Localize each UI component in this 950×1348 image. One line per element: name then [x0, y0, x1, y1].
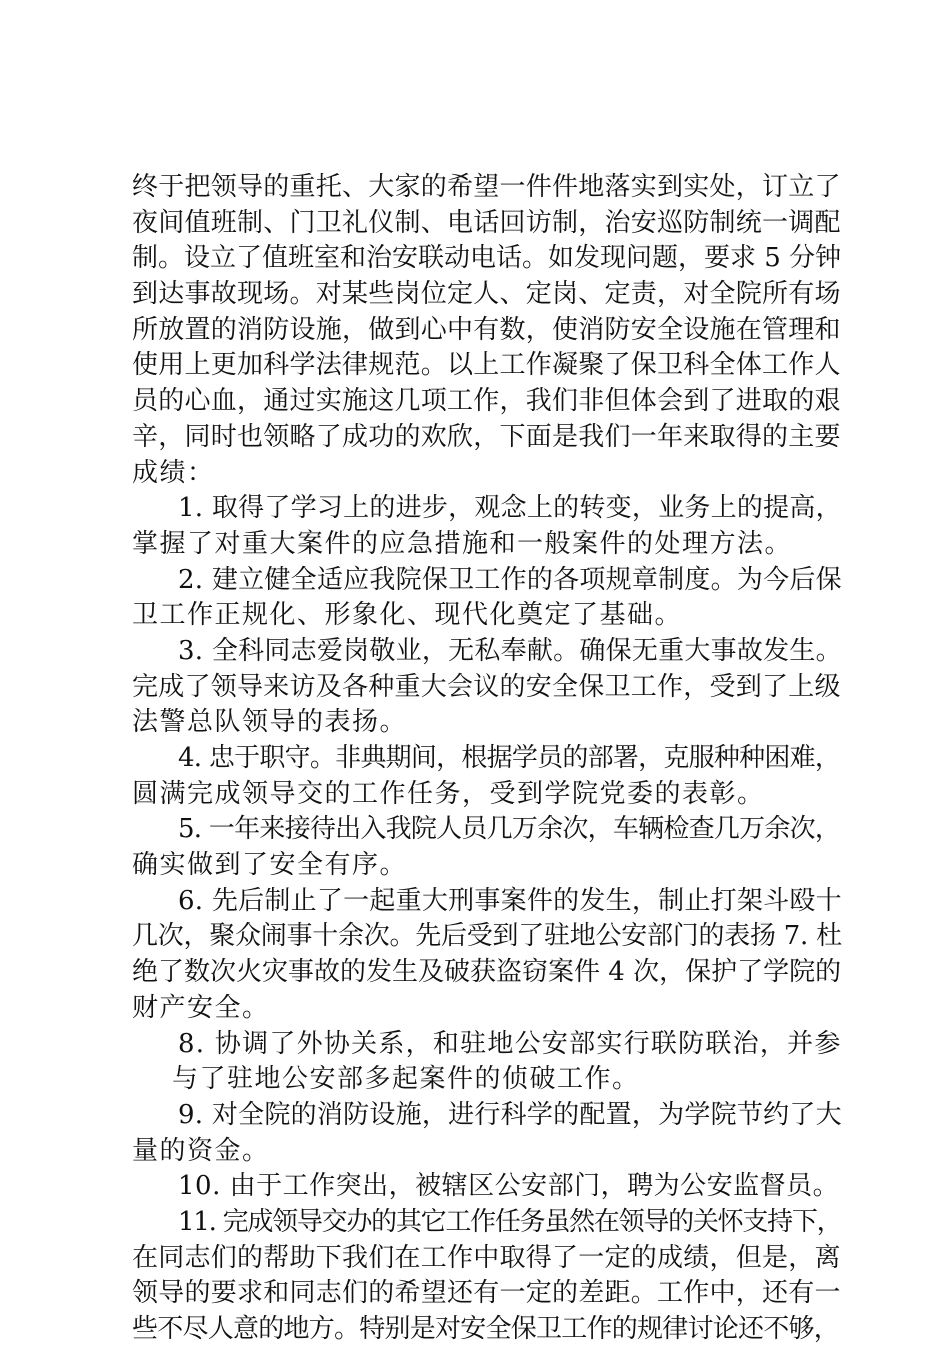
- list-item-4: 4. 忠于职守。非典期间，根据学员的部署，克服种种困难，: [178, 743, 841, 773]
- text-line: 圆满完成领导交的工作任务，受到学院党委的表彰。: [132, 778, 765, 809]
- text-line: 与了驻地公安部多起案件的侦破工作。: [172, 1064, 640, 1095]
- list-item-2: 2. 建立健全适应我院保卫工作的各项规章制度。为今后保: [178, 564, 842, 595]
- text-line: 确实做到了安全有序。: [132, 850, 408, 881]
- text-line: 使用上更加科学法律规范。以上工作凝聚了保卫科全体工作人: [132, 350, 841, 381]
- text-line: 掌握了对重大案件的应急措施和一般案件的处理方法。: [132, 528, 793, 559]
- text-line: 员的心血，通过实施这几项工作，我们非但体会到了进取的艰: [132, 386, 841, 417]
- text-line: 量的资金。: [132, 1135, 270, 1166]
- text-line: 领导的要求和同志们的希望还有一定的差距。工作中，还有一: [132, 1278, 841, 1309]
- text-line: 成绩：: [132, 457, 215, 488]
- text-line: 绝了数次火灾事故的发生及破获盗窃案件 4 次，保护了学院的: [132, 957, 842, 988]
- text-line: 所放置的消防设施，做到心中有数，使消防安全设施在管理和: [132, 314, 841, 345]
- list-item-3: 3. 全科同志爱岗敬业，无私奉献。确保无重大事故发生。: [178, 635, 842, 666]
- text-line: 几次，聚众闹事十余次。先后受到了驻地公安部门的表扬 7. 杜: [132, 921, 842, 952]
- text-line: 在同志们的帮助下我们在工作中取得了一定的成绩，但是，离: [132, 1242, 841, 1273]
- list-item-9: 9. 对全院的消防设施，进行科学的配置，为学院节约了大: [178, 1099, 842, 1130]
- list-item-1: 1. 取得了学习上的进步，观念上的转变，业务上的提高，: [178, 493, 842, 524]
- list-item-11: 11. 完成领导交办的其它工作任务虽然在领导的关怀支持下，: [178, 1206, 842, 1237]
- list-item-6: 6. 先后制止了一起重大刑事案件的发生，制止打架斗殴十: [178, 885, 842, 916]
- list-item-8: 8. 协调了外协关系，和驻地公安部实行联防联治，并参: [178, 1028, 842, 1059]
- text-line: 终于把领导的重托、大家的希望一件件地落实到实处，订立了: [132, 172, 841, 202]
- list-item-10: 10. 由于工作突出，被辖区公安部门，聘为公安监督员。: [178, 1171, 840, 1202]
- text-line: 辛，同时也领略了成功的欢欣，下面是我们一年来取得的主要: [132, 421, 841, 452]
- text-line: 卫工作正规化、形象化、现代化奠定了基础。: [132, 600, 683, 631]
- list-item-5: 5. 一年来接待出入我院人员几万余次，车辆检查几万余次，: [178, 814, 841, 845]
- text-line: 到达事故现场。对某些岗位定人、定岗、定责，对全院所有场: [132, 279, 841, 310]
- text-line: 制。设立了值班室和治安联动电话。如发现问题，要求 5 分钟: [132, 243, 842, 274]
- text-line: 些不尽人意的地方。特别是对安全保卫工作的规律讨论还不够，: [132, 1314, 840, 1344]
- text-line: 完成了领导来访及各种重大会议的安全保卫工作，受到了上级: [132, 671, 841, 702]
- text-line: 夜间值班制、门卫礼仪制、电话回访制，治安巡防制统一调配: [132, 207, 841, 238]
- text-line: 法警总队领导的表扬。: [132, 707, 408, 738]
- document-body: [132, 170, 844, 1348]
- text-line: 财产安全。: [132, 992, 270, 1023]
